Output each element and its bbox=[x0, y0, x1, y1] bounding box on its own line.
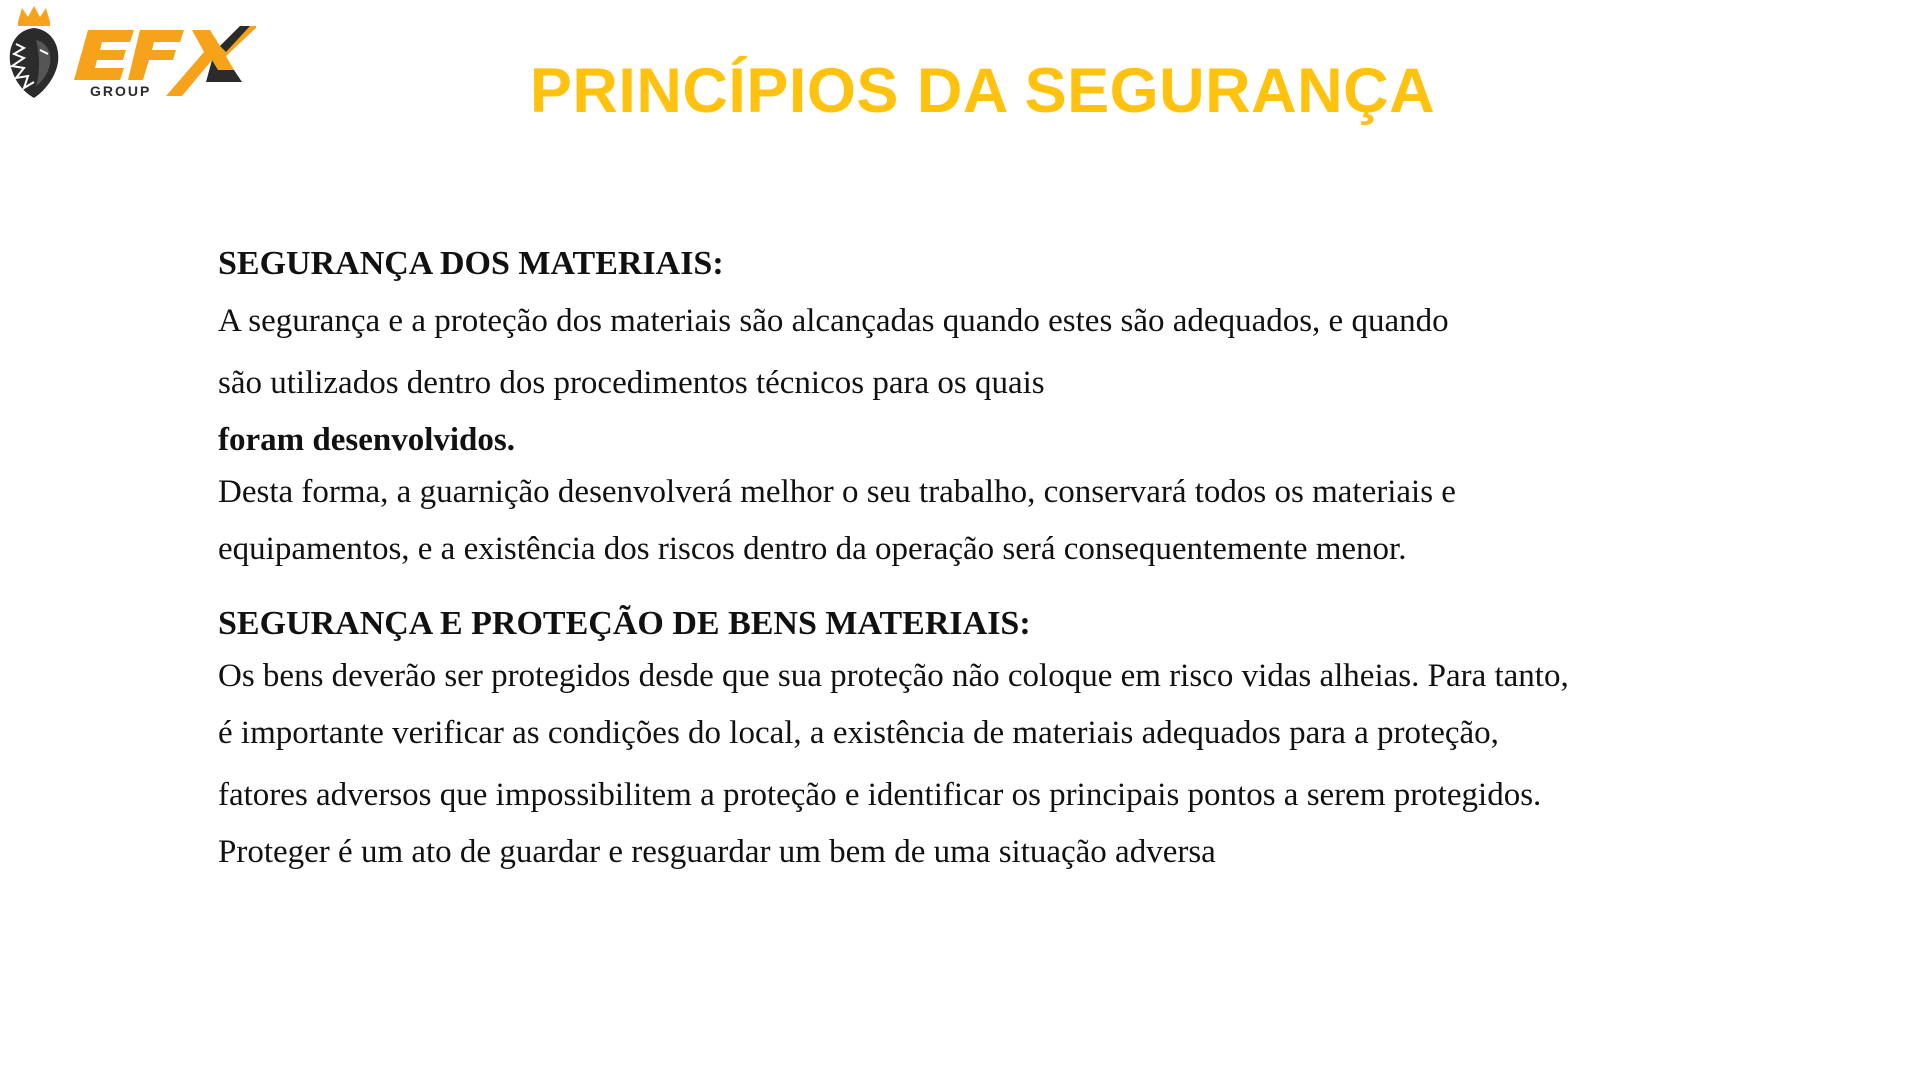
page-title: PRINCÍPIOS DA SEGURANÇA bbox=[529, 56, 1436, 126]
section-materials-safety bbox=[218, 238, 1738, 580]
paragraph-line-text: A segurança e a proteção dos materiais são alcançadas quando estes são adequados, e quando bbox=[218, 303, 1449, 339]
content bbox=[218, 238, 1738, 878]
paragraph-line-bold: foram desenvolvidos. bbox=[218, 422, 515, 458]
paragraph-line: são utilizados dentro dos procedimentos técnicos para os quais bbox=[218, 365, 1045, 401]
section-heading: SEGURANÇA DOS MATERIAIS: bbox=[218, 245, 724, 282]
paragraph-line: Desta forma, a guarnição desenvolverá melhor o seu trabalho, conservará todos os materiais e bbox=[218, 474, 1456, 510]
section-heading: SEGURANÇA E PROTEÇÃO DE BENS MATERIAIS: bbox=[218, 605, 1031, 642]
paragraph-line: fatores adversos que impossibilitem a proteção e identificar os principais pontos a serem protegidos. bbox=[218, 777, 1542, 813]
paragraph-line bbox=[218, 290, 1738, 352]
paragraph-line: Proteger é um ato de guardar e resguardar um bem de uma situação adversa bbox=[218, 834, 1216, 870]
svg-text:GROUP: GROUP bbox=[90, 83, 152, 99]
paragraph-line: é importante verificar as condições do local, a existência de materiais adequados para a proteção, bbox=[218, 715, 1499, 751]
paragraph-line: Os bens deverão ser protegidos desde que sua proteção não coloque em risco vidas alheias. Para tanto, bbox=[218, 658, 1569, 694]
section-property-protection bbox=[218, 598, 1738, 878]
paragraph-line: equipamentos, e a existência dos riscos dentro da operação será consequentemente menor. bbox=[218, 531, 1407, 567]
